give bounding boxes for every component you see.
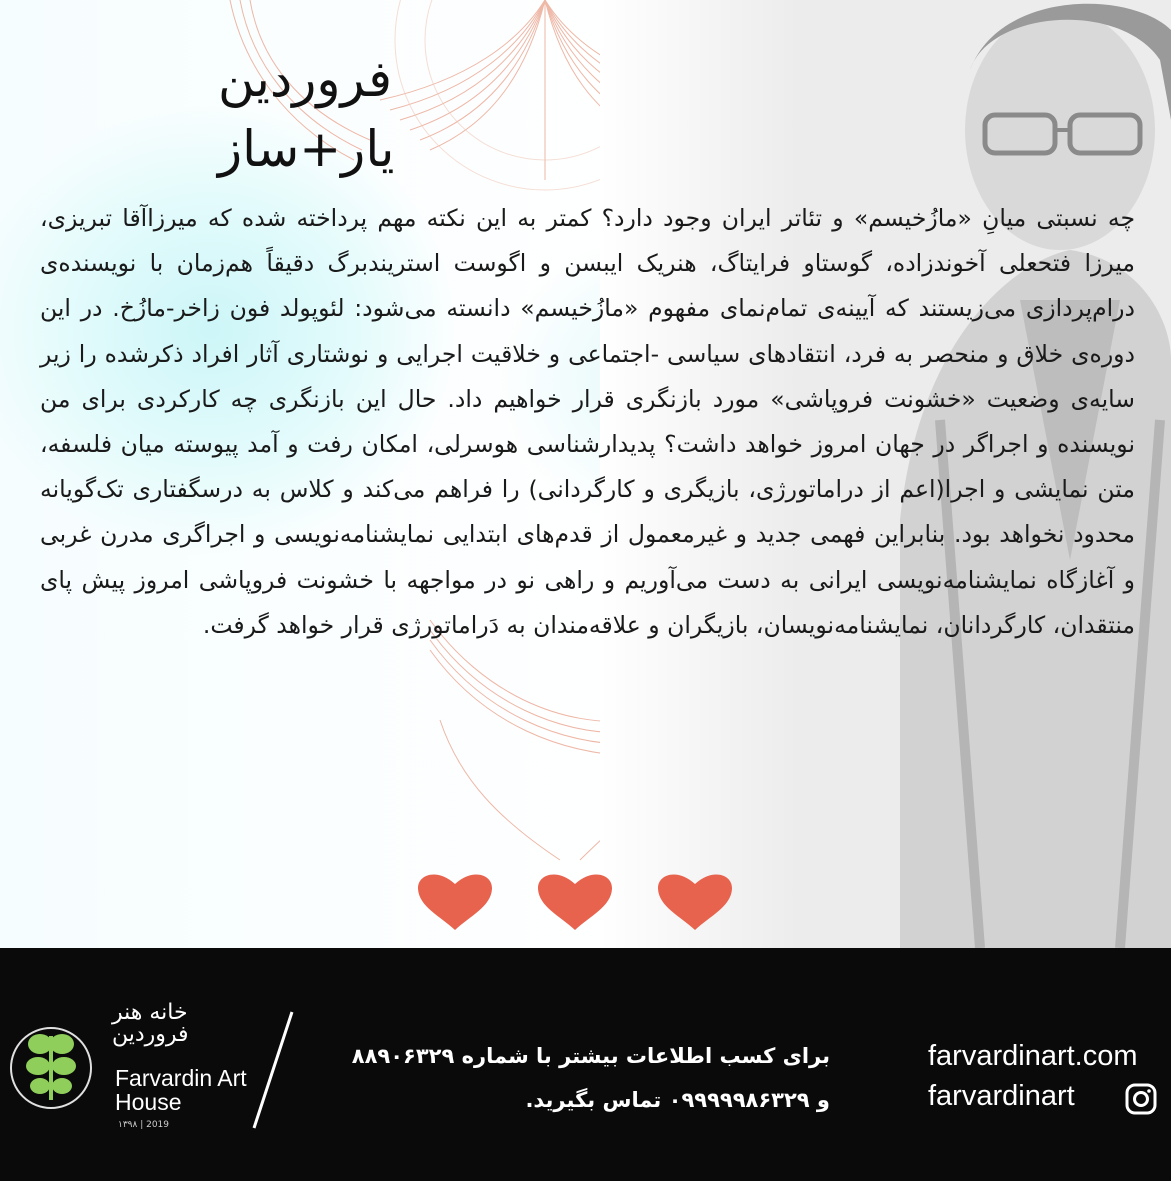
instagram-handle-link[interactable]: farvardinart bbox=[928, 1080, 1075, 1112]
contact-info-line1: برای کسب اطلاعات بیشتر با شماره ۸۸۹۰۶۳۲۹ bbox=[351, 1044, 830, 1068]
brand-name-english-line2: House bbox=[115, 1089, 182, 1115]
heart-icon bbox=[418, 874, 492, 930]
logo-title-line2: یار+ساز bbox=[218, 120, 395, 178]
brand-name-english-line1: Farvardin Art bbox=[115, 1065, 247, 1091]
heart-icon bbox=[658, 874, 732, 930]
brand-founding-year: ۱۳۹۸ | 2019 bbox=[118, 1120, 169, 1130]
logo-title-line1: فروردین bbox=[218, 50, 393, 108]
instagram-icon[interactable] bbox=[1124, 1082, 1158, 1116]
contact-info-line2: و ۰۹۹۹۹۹۸۶۳۲۹ تماس بگیرید. bbox=[525, 1088, 830, 1112]
footer-divider-slash bbox=[248, 1010, 298, 1130]
hearts-decoration bbox=[410, 866, 740, 936]
website-link[interactable]: farvardinart.com bbox=[928, 1040, 1138, 1072]
campaign-logo-title bbox=[18, 38, 395, 178]
heart-icon bbox=[538, 874, 612, 930]
article-body-text: چه نسبتی میانِ «مازُخیسم» و تئاتر ایران وجود دارد؟ کمتر به این نکته مهم پرداخته شده که میرزاآقا تبریزی، میرزا فتحعلی آخوندزاده، گوستاو فرایتاگ، هنریک ایبسن و اگوست استریندبرگ دقیقاً هم‌زمان با نویسنده‌ی درام‌پردازی می‌زیستند که آیینه‌ی تمام‌نمای مفهوم «مازُخیسم» دانسته می‌شود: لئوپولد فون زاخر-مازُخ. در این دوره‌ی خلاق و منحصر به فرد، انتقادهای سیاسی -اجتماعی و خلاقیت اجرایی و نوشتاری آثار افراد ذکرشده را زیر سایه‌ی وضعیت «خشونت فروپاشی» مورد بازنگری قرار خواهیم داد. حال این بازنگری چه کارکردی برای من نویسنده و اجراگر در جهان امروز خواهد داشت؟ پدیدارشناسی هوسرلی، امکان رفت و آمد پیوسته میان فلسفه، متن نمایشی و اجرا(اعم از دراماتورژی، بازیگری و کارگردانی) را فراهم می‌کند و کلاس به درسگفتاری تک‌گویانه محدود نخواهد بود. بنابراین فهمی جدید و غیرمعمول از قدم‌های ابتدایی نمایشنامه‌نویسی و اجراگری مدرن غربی و آغازگاه نمایشنامه‌نویسی ایرانی به دست می‌آوریم و راهی نو در مواجهه با خشونت فروپاشی امروز پیش پای منتقدان، کارگردانان، نمایشنامه‌نویسان، بازیگران و علاقه‌مندان به دَراماتورژی قرار خواهد گرفت. bbox=[40, 204, 1135, 639]
brand-name-farsi: خانه هنر فروردین bbox=[112, 1000, 189, 1047]
leaf-tree-icon bbox=[6, 1010, 96, 1130]
